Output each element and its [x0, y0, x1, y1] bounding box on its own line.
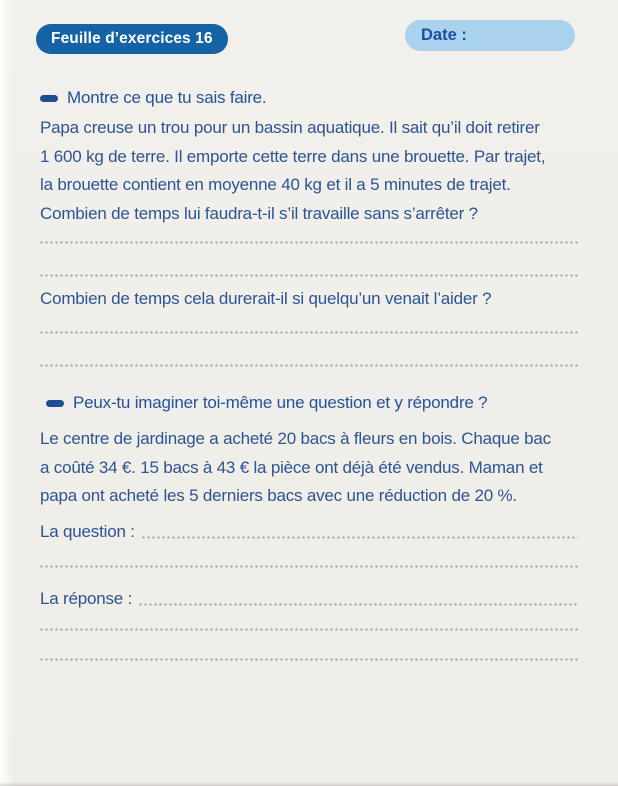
statement-line: papa ont acheté les 5 derniers bacs avec une réduction de 20 %.: [40, 486, 517, 506]
question-label: La question :: [40, 522, 135, 541]
answer-line: [40, 628, 578, 631]
paper-bottom-edge: [0, 782, 618, 786]
paper-left-edge: [0, 0, 13, 786]
statement-line: Le centre de jardinage a acheté 20 bacs à fleurs en bois. Chaque bac: [40, 429, 551, 448]
worksheet-title: Feuille d’exercices 16: [51, 30, 213, 47]
answer-line: [40, 565, 578, 568]
exercise2-statement: [40, 425, 551, 511]
statement-line: Combien de temps lui faudra-t-il s’il travaille sans s’arrêter ?: [40, 204, 478, 224]
statement-line: a coûté 34 €. 15 bacs à 43 € la pièce ont déjà été vendus. Maman et: [40, 457, 543, 477]
dash-bullet-icon: [40, 95, 58, 102]
statement-line: 1 600 kg de terre. Il emporte cette terre dans une brouette. Par trajet,: [40, 146, 546, 166]
answer-line: [40, 241, 578, 244]
exercise1-heading-text: Montre ce que tu sais faire.: [67, 88, 267, 107]
question-row: [40, 521, 578, 542]
worksheet-title-badge: [36, 24, 228, 54]
answer-line: [142, 536, 578, 539]
answer-line: [40, 331, 578, 334]
exercise2-heading: [46, 391, 487, 415]
exercise2-heading-text: Peux-tu imaginer toi-même une question et y répondre ?: [73, 393, 488, 412]
answer-line: [139, 603, 578, 606]
answer-line: [40, 274, 578, 277]
answer-row: [40, 588, 578, 609]
statement-line: la brouette contient en moyenne 40 kg et il a 5 minutes de trajet.: [40, 175, 511, 195]
date-label: Date :: [421, 26, 467, 44]
exercise1-heading: [40, 86, 266, 110]
answer-label: La réponse :: [40, 589, 133, 608]
answer-line: [40, 364, 578, 367]
dash-bullet-icon: [46, 400, 64, 407]
exercise1-second-question: Combien de temps cela durerait-il si quelqu’un venait l’aider ?: [40, 289, 492, 308]
exercise1-statement: [40, 114, 545, 229]
answer-line: [40, 658, 578, 661]
date-field: [405, 20, 575, 51]
statement-line: Papa creuse un trou pour un bassin aquatique. Il sait qu’il doit retirer: [40, 118, 540, 137]
